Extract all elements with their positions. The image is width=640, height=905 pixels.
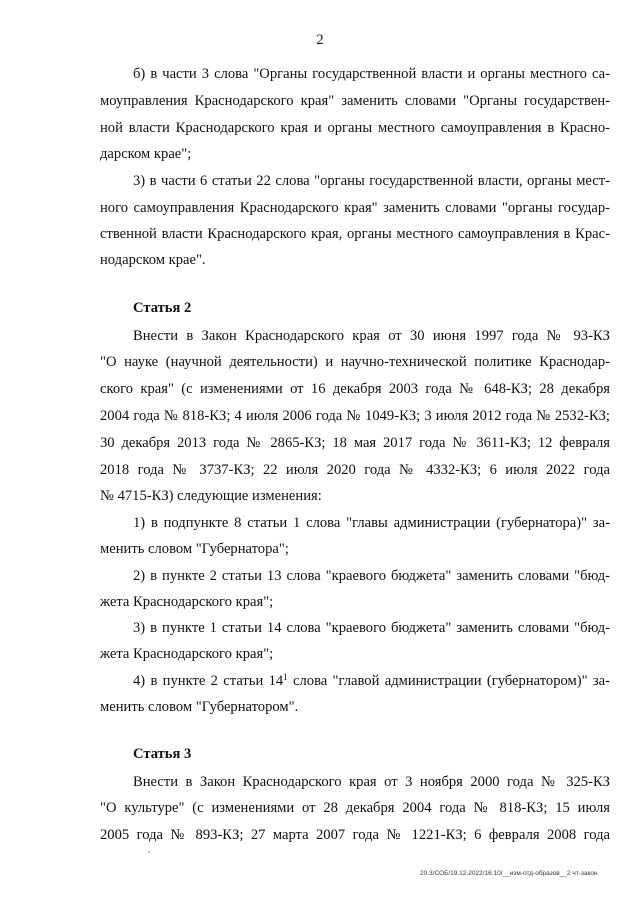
paragraph-line: менить словом "Губернатора"; — [100, 541, 289, 557]
superscript: 1 — [283, 672, 288, 682]
line-segment: слова "главой администрации (губернатором)" за- — [287, 673, 610, 689]
line-segment: 4) в пункте 2 статьи 14 — [133, 673, 284, 689]
paragraph-line: Внести в Закон Краснодарского края от 3 ноября 2000 года № 325-КЗ — [133, 774, 610, 790]
paragraph-line: б) в части 3 слова "Органы государственной власти и органы местного са- — [133, 66, 610, 82]
article-heading: Статья 2 — [133, 300, 192, 316]
scan-speck — [148, 851, 150, 853]
paragraph-line: 30 декабря 2013 года № 2865-КЗ; 18 мая 2017 года № 3611-КЗ; 12 февраля — [100, 435, 610, 451]
paragraph-line: "О культуре" (с изменениями от 28 декабря 2004 года № 818-КЗ; 15 июля — [100, 800, 610, 816]
paragraph-line: ной власти Краснодарского края и органы местного самоуправления в Красно- — [100, 120, 610, 136]
paragraph-line: нодарском крае". — [100, 252, 206, 268]
paragraph-line: 2004 года № 818-КЗ; 4 июля 2006 года № 1049-КЗ; 3 июля 2012 года № 2532-КЗ; — [100, 408, 610, 424]
paragraph-line: 3) в части 6 статьи 22 слова "органы государственной власти, органы мест- — [133, 173, 610, 189]
article-heading: Статья 3 — [133, 746, 192, 762]
paragraph-line: жета Краснодарского края"; — [100, 646, 274, 662]
paragraph-line: ного самоуправления Краснодарского края" заменить словами "органы государ- — [100, 200, 610, 216]
paragraph-line: Внести в Закон Краснодарского края от 30 июня 1997 года № 93-КЗ — [133, 328, 610, 344]
paragraph-line: № 4715-КЗ) следующие изменения: — [100, 488, 322, 504]
paragraph-line: менить словом "Губернатором". — [100, 699, 299, 715]
paragraph-line: 2) в пункте 2 статьи 13 слова "краевого бюджета" заменить словами "бюд- — [133, 568, 610, 584]
paragraph-line: дарском крае"; — [100, 146, 192, 162]
paragraph-line: ственной власти Краснодарского края, органы местного самоуправления в Крас- — [100, 226, 610, 242]
page-number: 2 — [316, 32, 324, 48]
paragraph-line: 2018 года № 3737-КЗ; 22 июля 2020 года № 4332-КЗ; 6 июля 2022 года — [100, 462, 610, 478]
paragraph-line: "О науке (научной деятельности) и научно-технической политике Краснодар- — [100, 354, 610, 370]
paragraph-line: 2005 года № 893-КЗ; 27 марта 2007 года № 1221-КЗ; 6 февраля 2008 года — [100, 827, 610, 843]
paragraph-line: ского края" (с изменениями от 16 декабря 2003 года № 648-КЗ; 28 декабря — [100, 381, 610, 397]
paragraph-line: жета Краснодарского края"; — [100, 594, 274, 610]
paragraph-line: 1) в подпункте 8 статьи 1 слова "главы администрации (губернатора)" за- — [133, 515, 610, 531]
paragraph-line: моуправления Краснодарского края" заменить словами "Органы государствен- — [100, 93, 610, 109]
document-footer: 20.3/СОБ/19.12.2022/16:10/__изм-отд-образов__2 чт-закон — [420, 870, 598, 877]
paragraph-line: 3) в пункте 1 статьи 14 слова "краевого бюджета" заменить словами "бюд- — [133, 620, 610, 636]
paragraph-line — [133, 673, 610, 690]
